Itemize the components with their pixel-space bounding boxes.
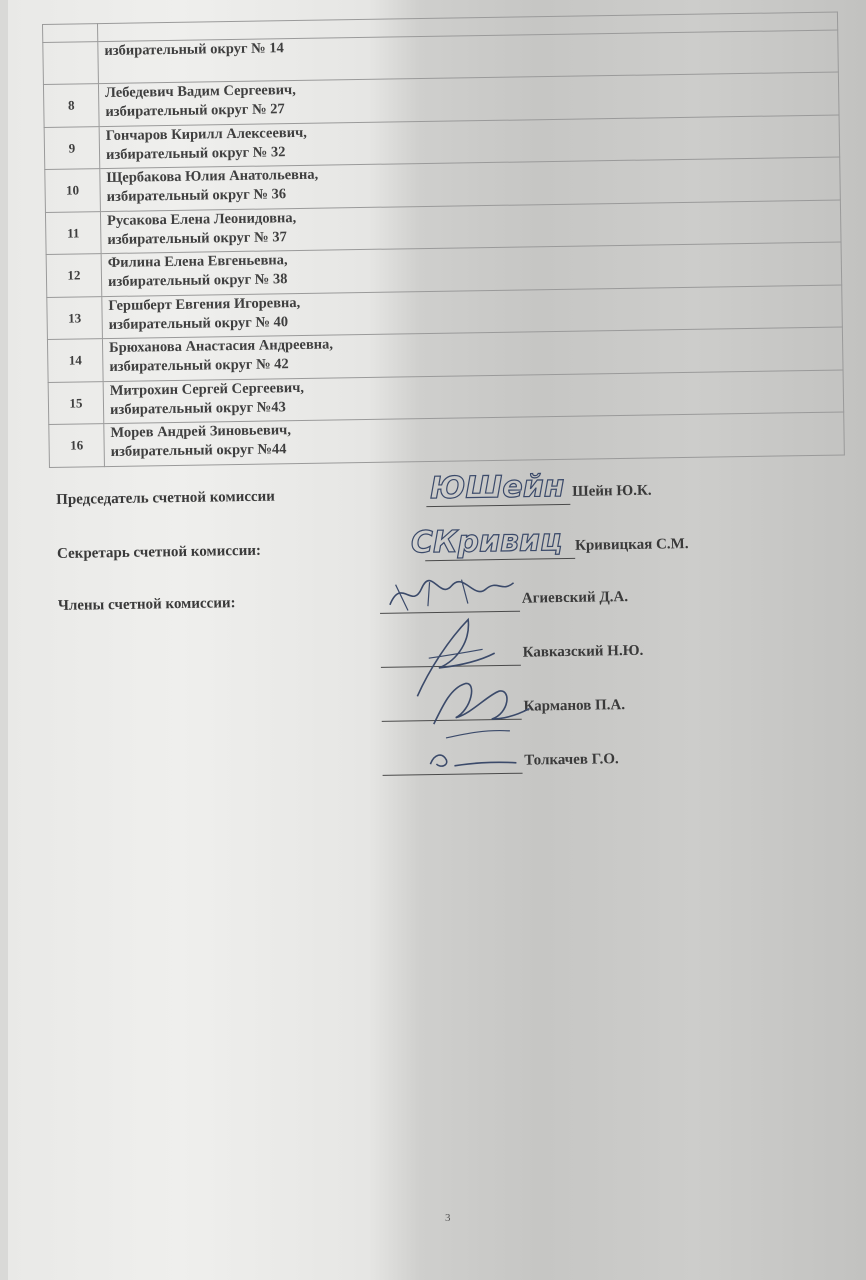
row-district: избирательный округ № 37 [107,228,287,248]
row-name: Щербакова Юлия Анатольевна, [106,166,319,187]
member-signature-row [60,748,820,788]
member-signature-mark [425,672,536,744]
row-number: 16 [49,424,105,467]
row-name: Гершберт Евгения Игоревна, [108,294,301,314]
row-number: 14 [47,339,103,382]
row-number: 11 [45,211,101,254]
member-name: Толкачев Г.О. [524,751,619,769]
row-district: избирательный округ № 36 [106,186,287,206]
members-table [42,11,845,467]
row-district: избирательный округ № 27 [105,101,285,121]
row-number: 15 [48,381,104,424]
secretary-signature-row [56,523,817,574]
chair-name: Шейн Ю.К. [572,482,652,500]
svg-text:ЮШейн: ЮШейн [429,469,565,507]
row-name: Брюханова Анастасия Андреевна, [108,336,334,356]
row-name: Митрохин Сергей Сергеевич, [109,379,305,399]
member-name: Агиевский Д.А. [521,589,629,607]
member-name: Карманов П.А. [523,697,626,715]
row-name: Лебедевич Вадим Сергеевич, [104,82,296,102]
page-number: 3 [445,1212,451,1224]
row-number: 9 [44,126,100,169]
secretary-name: Кривицкая С.М. [574,536,689,554]
secretary-signature-mark [405,518,586,567]
chair-role: Председатель счетной комиссии [56,488,276,508]
members-role: Члены счетной комиссии: [57,595,236,614]
row-name: Морев Андрей Зиновьевич, [110,422,292,441]
row-name: Филина Елена Евгеньевна, [107,252,288,271]
signature-block [56,469,856,769]
chair-signature-row [56,469,816,520]
row-district: избирательный округ № 42 [109,356,289,375]
row-number: 8 [43,84,99,127]
svg-text:СКривиц: СКривиц [410,523,563,561]
row-district: избирательный округ № 38 [107,271,288,290]
row-number: 10 [45,169,101,212]
row-district: избирательный округ №44 [110,441,287,460]
secretary-role: Секретарь счетной комиссии: [56,542,262,562]
chair-signature-mark [424,466,585,513]
document-page [8,0,866,1280]
row-number: 13 [47,296,103,339]
member-signature-mark [420,739,531,777]
row-district: избирательный округ №43 [109,398,286,418]
row-number: 12 [46,254,102,297]
row-name: Гончаров Кирилл Алексеевич, [105,124,307,144]
member-name: Кавказский Н.Ю. [522,642,644,661]
row-district: избирательный округ № 40 [108,313,289,333]
row-district: избирательный округ № 14 [98,30,839,84]
row-name: Русакова Елена Леонидовна, [106,209,297,229]
member-signature-row [59,694,819,734]
row-district: избирательный округ № 32 [105,143,286,163]
